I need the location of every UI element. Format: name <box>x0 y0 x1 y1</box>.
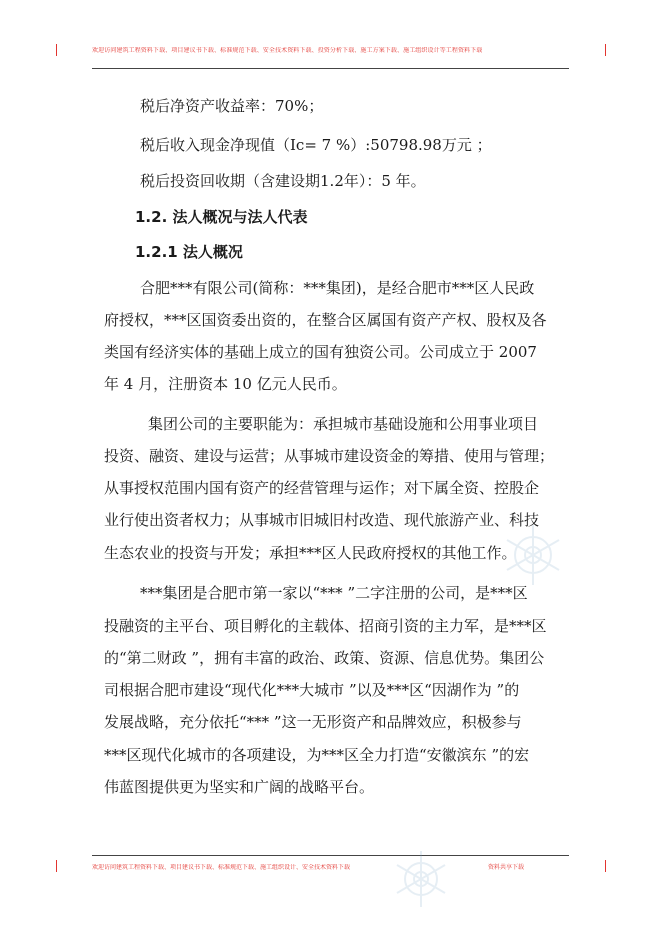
body-line-14: 生态农业的投资与开发；承担***区人民政府授权的其他工作。 <box>104 544 517 562</box>
body-line-9: 年 4 月，注册资本 10 亿元人民币。 <box>104 375 347 393</box>
subsection-heading: 1.2.1 法人概况 <box>135 243 243 261</box>
corner-mark-top-left <box>56 44 57 56</box>
body-line-12: 从事授权范围内国有资产的经营管理与运作；对下属全资、控股企 <box>104 479 540 497</box>
body-line-17: 的“第二财政 ”，拥有丰富的政治、政策、资源、信息优势。集团公 <box>104 649 545 667</box>
corner-mark-top-right <box>605 44 606 56</box>
body-line-1: 税后净资产收益率：70%； <box>140 97 324 115</box>
section-heading: 1.2. 法人概况与法人代表 <box>135 208 308 226</box>
body-line-19: 发展战略，充分依托“*** ”这一无形资产和品牌效应，积极参与 <box>104 713 522 731</box>
corner-mark-bottom-right <box>605 860 606 872</box>
body-line-7: 府授权，***区国资委出资的，在整合区属国有资产产权、股权及各 <box>104 311 547 329</box>
body-line-10: 集团公司的主要职能为：承担城市基础设施和公用事业项目 <box>148 415 539 433</box>
snowflake-watermark-icon-footer <box>388 846 454 912</box>
body-line-13: 业行使出资者权力；从事城市旧城旧村改造、现代旅游产业、科技 <box>104 511 540 529</box>
body-line-6: 合肥***有限公司(简称：***集团)，是经合肥市***区人民政 <box>140 279 535 297</box>
body-line-15: ***集团是合肥市第一家以“*** ”二字注册的公司，是***区 <box>140 584 528 602</box>
header-banner-link[interactable]: 欢迎访问建筑工程资料下载、项目建议书下载、标准规范下载、安全技术资料下载、投资分析下载、施工方案下载、施工组织设计等工程资料下载 <box>92 47 483 54</box>
body-line-18: 司根据合肥市建设“现代化***大城市 ”以及***区“因湖作为 ”的 <box>104 681 520 699</box>
corner-mark-bottom-left <box>56 860 57 872</box>
body-line-11: 投资、融资、建设与运营；从事城市建设资金的筹措、使用与管理； <box>104 447 555 465</box>
header-divider <box>92 68 569 69</box>
footer-download-link[interactable]: 资料共享下载 <box>488 864 525 871</box>
body-line-8: 类国有经济实体的基础上成立的国有独资公司。公司成立于 2007 <box>104 343 537 361</box>
body-line-16: 投融资的主平台、项目孵化的主载体、招商引资的主力军，是***区 <box>104 617 547 635</box>
body-line-2: 税后收入现金净现值（Ic= 7 %）:50798.98万元 ； <box>140 136 492 154</box>
body-line-21: 伟蓝图提供更为坚实和广阔的战略平台。 <box>104 778 375 796</box>
footer-divider <box>92 855 569 856</box>
footer-banner-link[interactable]: 欢迎访问建筑工程资料下载、项目建议书下载、标准规范下载、施工组织设计、安全技术资料下载 <box>92 864 351 871</box>
body-line-20: ***区现代化城市的各项建设，为***区全力打造“安徽滨东 ”的宏 <box>104 746 530 764</box>
body-line-3: 税后投资回收期（含建设期1.2年）：5 年。 <box>140 172 426 190</box>
snowflake-watermark-icon <box>498 520 568 590</box>
